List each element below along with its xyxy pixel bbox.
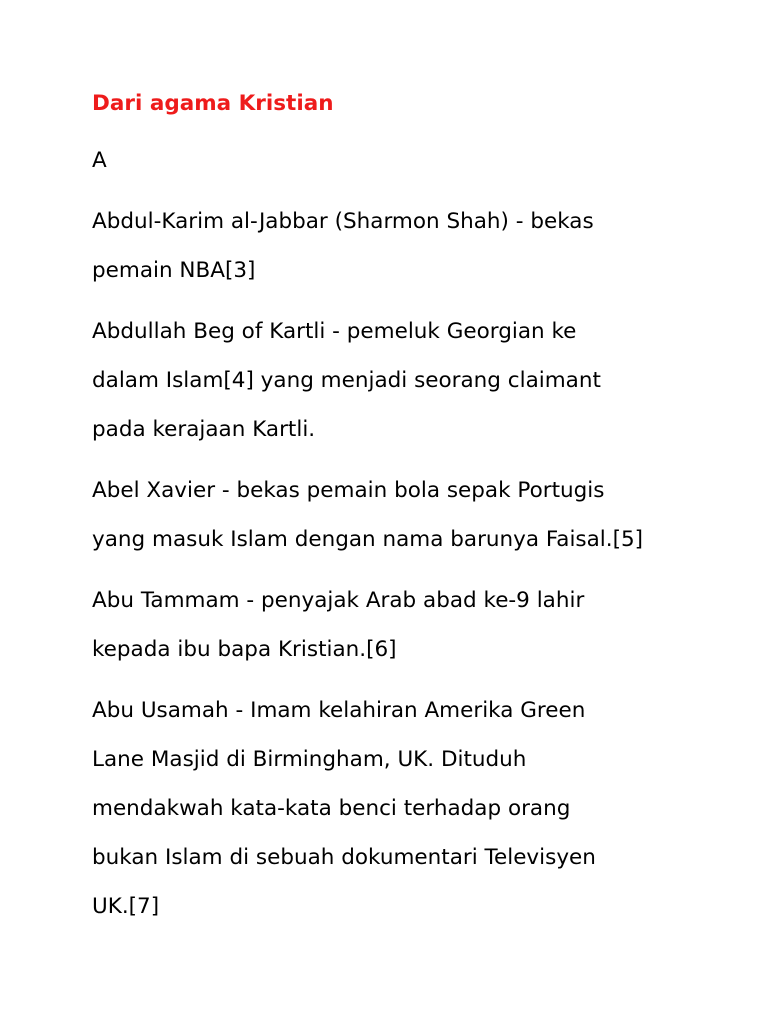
entry-line: Abdullah Beg of Kartli - pemeluk Georgian ke [92, 319, 577, 344]
list-entry [92, 466, 712, 564]
list-entry [92, 576, 712, 674]
document-body [92, 84, 712, 943]
entry-line: yang masuk Islam dengan nama barunya Faisal.[5] [92, 527, 644, 552]
entry-line: Abu Tammam - penyajak Arab abad ke-9 lahir [92, 588, 585, 613]
entry-line: kepada ibu bapa Kristian.[6] [92, 637, 397, 662]
entry-line: Abu Usamah - Imam kelahiran Amerika Green [92, 698, 586, 723]
list-entry [92, 686, 712, 931]
entry-line: pemain NBA[3] [92, 258, 256, 283]
alphabet-letter: A [92, 148, 107, 173]
entry-line: Abel Xavier - bekas pemain bola sepak Portugis [92, 478, 605, 503]
entry-line: UK.[7] [92, 894, 160, 919]
entry-line: pada kerajaan Kartli. [92, 417, 316, 442]
entry-line: Lane Masjid di Birmingham, UK. Dituduh [92, 747, 527, 772]
list-entry [92, 197, 712, 295]
section-heading: Dari agama Kristian [92, 91, 334, 116]
entry-line: Abdul-Karim al-Jabbar (Sharmon Shah) - bekas [92, 209, 594, 234]
entry-line: dalam Islam[4] yang menjadi seorang claimant [92, 368, 601, 393]
list-entry [92, 307, 712, 454]
entry-line: mendakwah kata-kata benci terhadap orang [92, 796, 571, 821]
entry-line: bukan Islam di sebuah dokumentari Televisyen [92, 845, 596, 870]
